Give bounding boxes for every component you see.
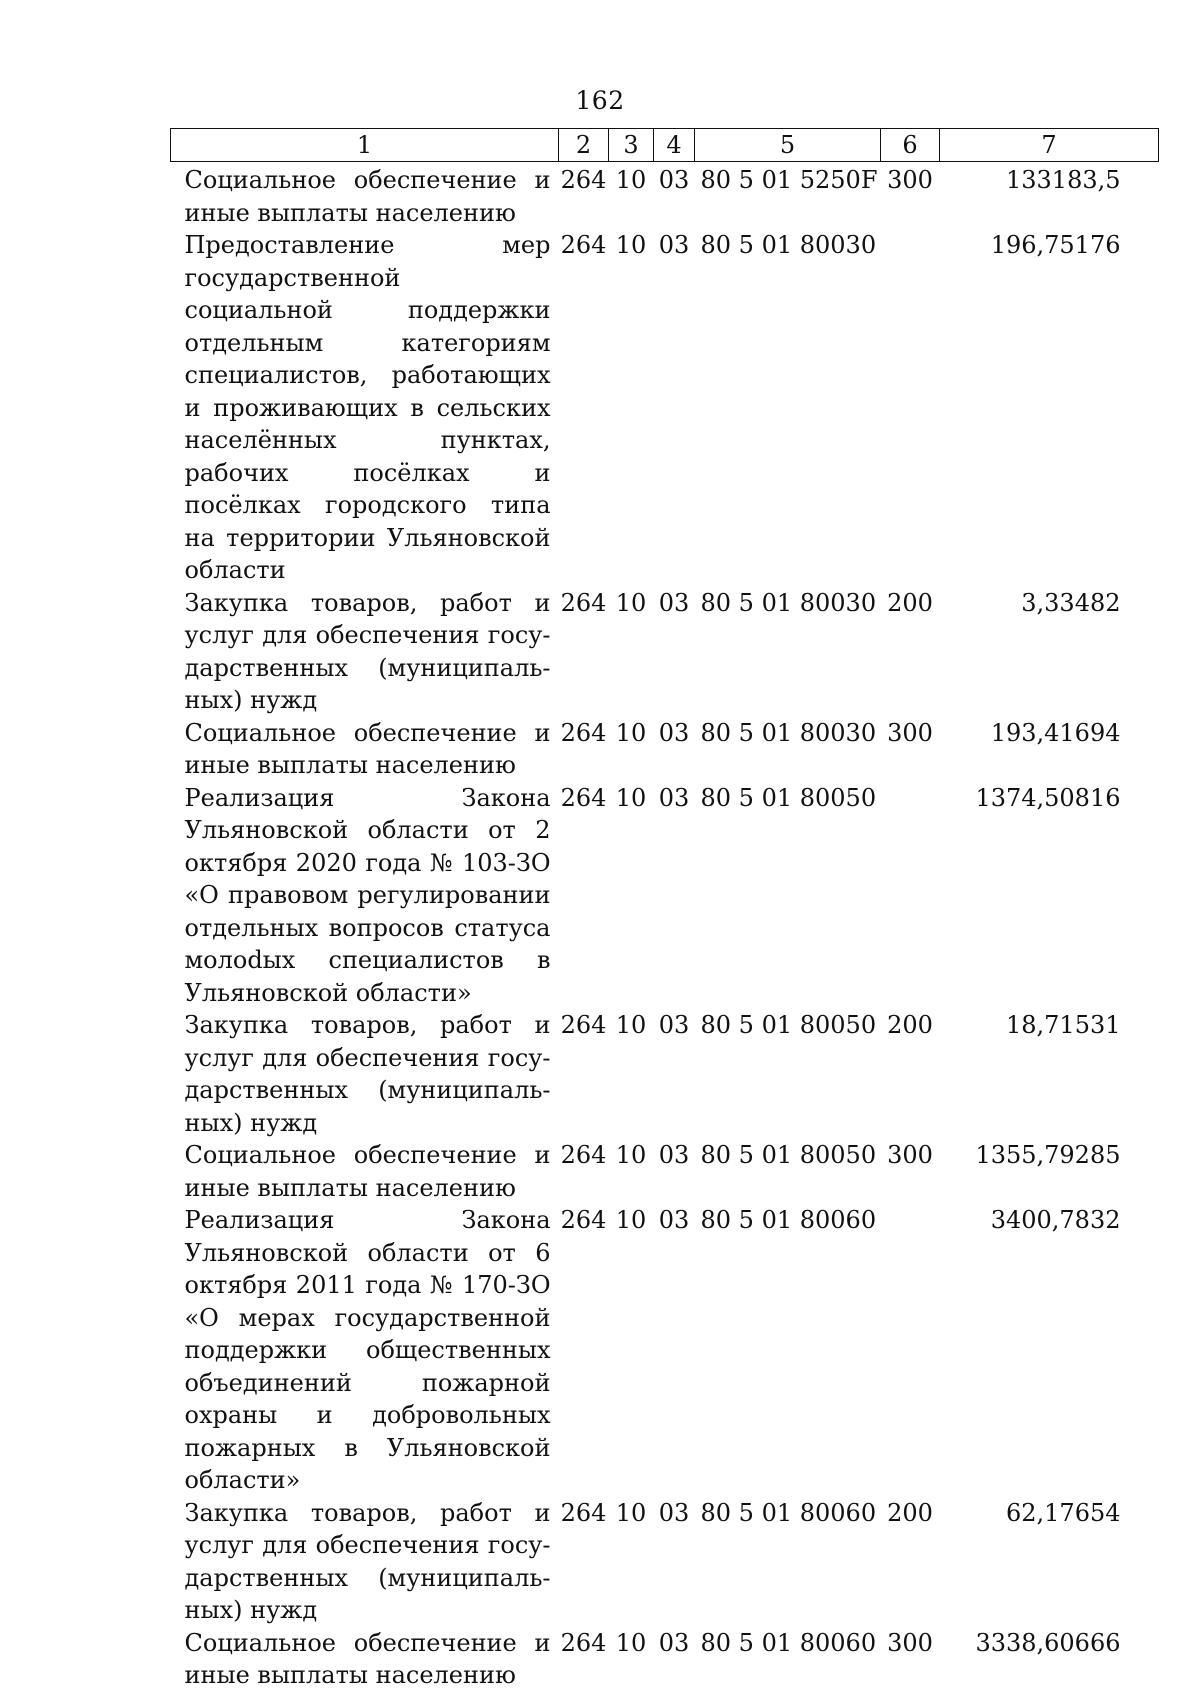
- column-header-7: 7: [940, 129, 1159, 162]
- row-name-cell: Закупка товаров, работ и услуг для обеспечения государственных (муниципальных) нужд: [184, 588, 551, 714]
- row-name-cell: Социальное обеспечение и иные выплаты населению: [184, 718, 551, 779]
- row-name-cell: Социальное обеспечение и иные выплаты населению: [184, 1628, 551, 1689]
- table-row: [171, 229, 1159, 587]
- amount-cell: 3,33482: [1021, 588, 1121, 617]
- row-name-cell: Предоставление мер государственной социальной поддержки отдельным категориям специалистов, работающих и проживающих в сельских населённых пунктах, рабочих посёлках и посёлках городского типа на территории Ульяновской области: [184, 231, 551, 584]
- amount-cell: 196,75176: [990, 231, 1121, 259]
- section-code-cell: 264: [560, 1498, 607, 1527]
- subsection-code-cell: 03: [658, 1628, 690, 1657]
- row-name-cell: Социальное обеспечение и иные выплаты населению: [184, 166, 551, 227]
- row-name-cell: Реализация Закона Ульяновской области от 6 октября 2011 года № 170-ЗО «О мерах государственной поддержки общественных объединений пожарной охраны и добровольных пожарных в Ульяновской области»: [184, 1206, 551, 1494]
- chapter-code-cell: 10: [615, 588, 647, 617]
- target-article-cell: 80 5 01 80060: [700, 1628, 877, 1657]
- amount-cell: 1355,79285: [975, 1141, 1121, 1169]
- chapter-code-cell: 10: [615, 1011, 647, 1039]
- section-code-cell: 264: [560, 588, 607, 617]
- chapter-code-cell: 10: [615, 1141, 647, 1169]
- target-article-cell: 80 5 01 80030: [700, 718, 877, 747]
- column-header-5: 5: [695, 129, 881, 162]
- column-header-1: 1: [171, 129, 559, 162]
- column-header-4: 4: [654, 129, 695, 162]
- expense-type-cell: 300: [887, 1141, 933, 1169]
- section-code-cell: 264: [560, 783, 607, 812]
- budget-table: [170, 128, 1159, 1692]
- chapter-code-cell: 10: [615, 718, 647, 747]
- chapter-code-cell: 10: [615, 1206, 647, 1234]
- subsection-code-cell: 03: [658, 231, 690, 259]
- expense-type-cell: 200: [887, 588, 933, 617]
- table-row: [171, 587, 1159, 717]
- table-row: [171, 717, 1159, 782]
- expense-type-cell: 200: [887, 1011, 933, 1039]
- column-header-2: 2: [559, 129, 609, 162]
- table-body: [171, 162, 1159, 1692]
- table-row: [171, 162, 1159, 230]
- subsection-code-cell: 03: [658, 718, 690, 747]
- subsection-code-cell: 03: [658, 588, 690, 617]
- expense-type-cell: 300: [887, 166, 933, 194]
- chapter-code-cell: 10: [615, 1498, 647, 1527]
- expense-type-cell: [881, 782, 940, 1010]
- amount-cell: 18,71531: [1005, 1011, 1121, 1039]
- table-row: [171, 1009, 1159, 1139]
- expense-type-cell: 300: [887, 1628, 933, 1657]
- section-code-cell: 264: [560, 1206, 607, 1234]
- target-article-cell: 80 5 01 80050: [700, 1011, 877, 1039]
- table-row: [171, 782, 1159, 1010]
- target-article-cell: 80 5 01 80050: [700, 1141, 877, 1169]
- subsection-code-cell: 03: [658, 1206, 690, 1234]
- table-row: [171, 1204, 1159, 1497]
- expense-type-cell: [881, 1204, 940, 1497]
- target-article-cell: 80 5 01 80060: [700, 1498, 877, 1527]
- row-name-cell: Социальное обеспечение и иные выплаты населению: [184, 1141, 551, 1202]
- section-code-cell: 264: [560, 166, 607, 194]
- amount-cell: 133183,5: [1005, 166, 1121, 194]
- target-article-cell: 80 5 01 80030: [700, 588, 877, 617]
- amount-cell: 1374,50816: [975, 783, 1121, 812]
- section-code-cell: 264: [560, 1011, 607, 1039]
- subsection-code-cell: 03: [658, 166, 690, 194]
- expense-type-cell: 300: [887, 718, 933, 747]
- column-header-3: 3: [609, 129, 654, 162]
- expense-type-cell: [881, 229, 940, 587]
- target-article-cell: 80 5 01 80030: [700, 231, 877, 259]
- section-code-cell: 264: [560, 231, 607, 259]
- table-row: [171, 1627, 1159, 1692]
- section-code-cell: 264: [560, 1628, 607, 1657]
- subsection-code-cell: 03: [658, 1498, 690, 1527]
- subsection-code-cell: 03: [658, 1011, 690, 1039]
- subsection-code-cell: 03: [658, 1141, 690, 1169]
- chapter-code-cell: 10: [615, 166, 647, 194]
- chapter-code-cell: 10: [615, 1628, 647, 1657]
- row-name-cell: Реализация Закона Ульяновской области от 2 октября 2020 года № 103-ЗО «О правовом регулировании отдельных вопросов статуса молоdых специалистов в Ульяновской области»: [184, 783, 551, 1007]
- target-article-cell: 80 5 01 5250F: [700, 166, 878, 194]
- table-header-row: [171, 129, 1159, 162]
- chapter-code-cell: 10: [615, 783, 647, 812]
- row-name-cell: Закупка товаров, работ и услуг для обеспечения государственных (муниципальных) нужд: [184, 1498, 551, 1624]
- amount-cell: 3338,60666: [975, 1628, 1121, 1657]
- amount-cell: 62,17654: [1005, 1498, 1121, 1527]
- amount-cell: 3400,7832: [990, 1206, 1121, 1234]
- subsection-code-cell: 03: [658, 783, 690, 812]
- table-row: [171, 1497, 1159, 1627]
- column-header-6: 6: [881, 129, 940, 162]
- amount-cell: 193,41694: [990, 718, 1121, 747]
- row-name-cell: Закупка товаров, работ и услуг для обеспечения государственных (муниципальных) нужд: [184, 1011, 551, 1137]
- section-code-cell: 264: [560, 1141, 607, 1169]
- expense-type-cell: 200: [887, 1498, 933, 1527]
- chapter-code-cell: 10: [615, 231, 647, 259]
- target-article-cell: 80 5 01 80050: [700, 783, 877, 812]
- target-article-cell: 80 5 01 80060: [700, 1206, 877, 1234]
- table-row: [171, 1139, 1159, 1204]
- section-code-cell: 264: [560, 718, 607, 747]
- page-number: 162: [575, 86, 625, 115]
